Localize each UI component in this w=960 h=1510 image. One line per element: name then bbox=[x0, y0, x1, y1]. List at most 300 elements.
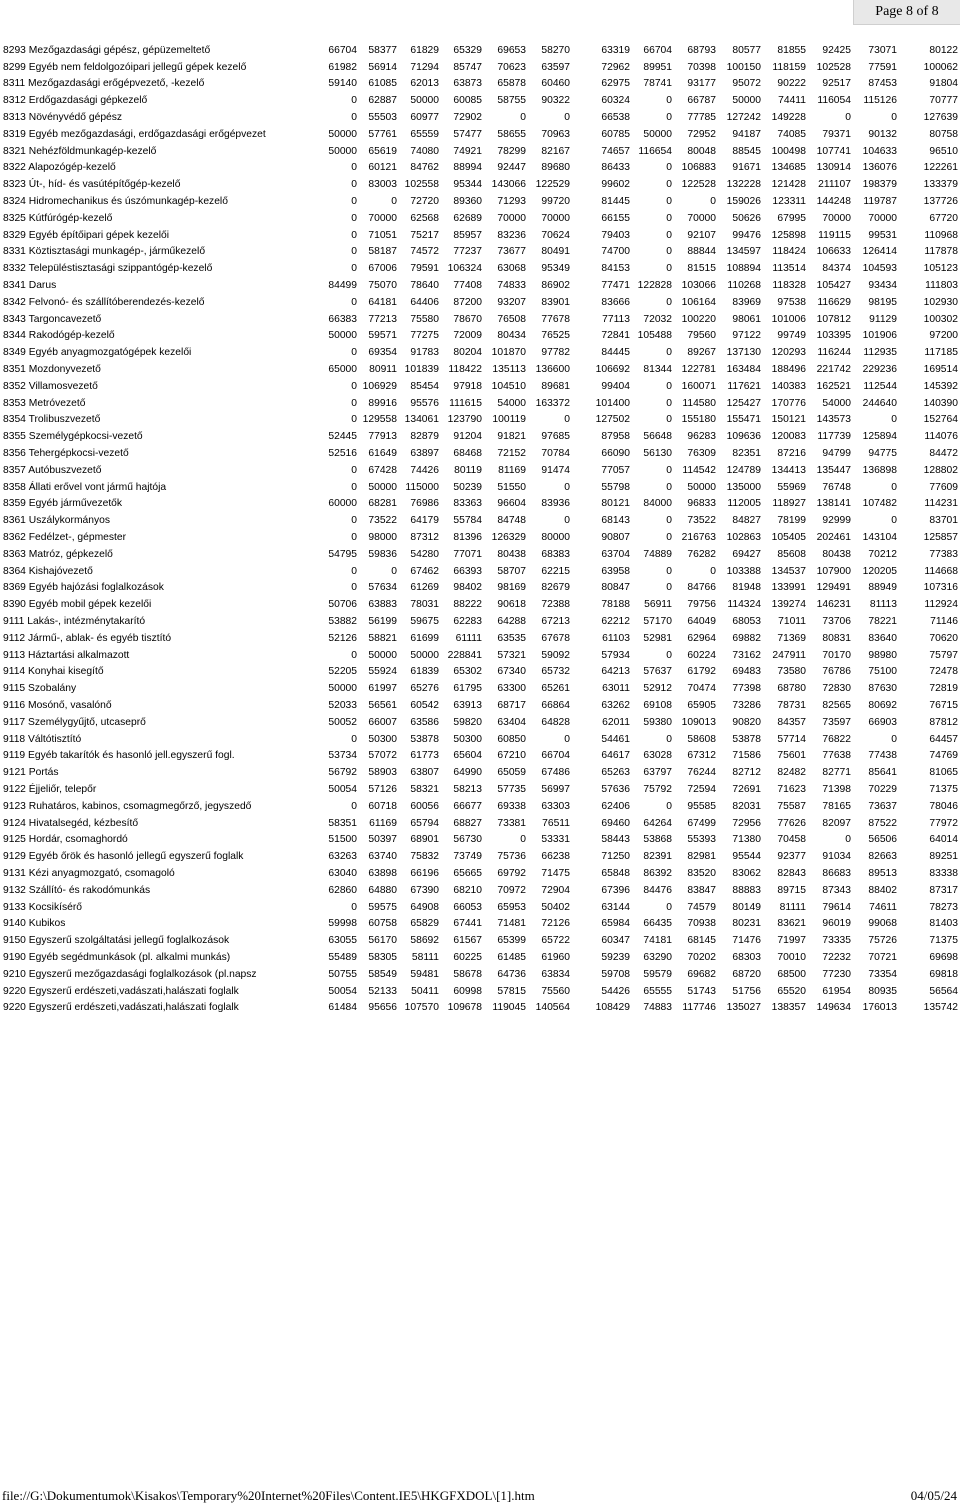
salary-cell: 72691 bbox=[732, 783, 761, 795]
salary-cell: 83003 bbox=[368, 179, 397, 191]
salary-cell: 100119 bbox=[492, 414, 526, 426]
salary-cell: 115000 bbox=[405, 481, 439, 493]
salary-cell: 121428 bbox=[771, 179, 806, 191]
table-row bbox=[0, 176, 958, 193]
salary-cell: 72841 bbox=[601, 330, 630, 342]
salary-cell: 0 bbox=[351, 196, 357, 208]
salary-cell: 56130 bbox=[643, 448, 672, 460]
salary-cell: 70721 bbox=[868, 951, 897, 963]
salary-cell: 140383 bbox=[771, 380, 806, 392]
table-row bbox=[0, 613, 958, 630]
salary-cell: 106692 bbox=[595, 364, 630, 376]
salary-cell: 61567 bbox=[453, 935, 482, 947]
salary-cell: 87200 bbox=[453, 296, 482, 308]
footer-date: 04/05/24 bbox=[910, 1488, 957, 1503]
salary-cell: 124789 bbox=[726, 464, 761, 476]
salary-cell: 52981 bbox=[643, 632, 672, 644]
salary-cell: 64990 bbox=[453, 767, 482, 779]
salary-cell: 62013 bbox=[410, 78, 439, 90]
salary-cell: 65665 bbox=[453, 867, 482, 879]
table-row bbox=[0, 361, 958, 378]
salary-cell: 96019 bbox=[822, 918, 851, 930]
salary-cell: 63068 bbox=[497, 263, 526, 275]
salary-cell: 60998 bbox=[453, 985, 482, 997]
salary-cell: 143573 bbox=[816, 414, 851, 426]
salary-cell: 62011 bbox=[602, 716, 630, 728]
salary-cell: 0 bbox=[564, 481, 570, 493]
table-row bbox=[0, 59, 958, 76]
salary-cell: 73335 bbox=[822, 935, 851, 947]
salary-cell: 58755 bbox=[497, 95, 526, 107]
salary-cell: 54426 bbox=[601, 985, 630, 997]
salary-cell: 70620 bbox=[929, 632, 958, 644]
salary-cell: 52033 bbox=[328, 699, 357, 711]
salary-cell: 58707 bbox=[497, 565, 526, 577]
salary-cell: 54795 bbox=[328, 548, 357, 560]
salary-cell: 75736 bbox=[497, 851, 526, 863]
salary-cell: 50755 bbox=[328, 968, 357, 980]
table-row bbox=[0, 983, 958, 1000]
salary-cell: 92447 bbox=[497, 162, 526, 174]
table-row bbox=[0, 344, 958, 361]
table-row bbox=[0, 647, 958, 664]
salary-cell: 98000 bbox=[368, 532, 397, 543]
salary-cell: 86392 bbox=[643, 867, 672, 879]
salary-cell: 77408 bbox=[453, 280, 482, 292]
salary-cell: 50397 bbox=[368, 834, 397, 846]
salary-cell: 71293 bbox=[497, 196, 526, 208]
salary-cell: 54000 bbox=[822, 397, 851, 409]
salary-cell: 118927 bbox=[772, 498, 806, 510]
salary-cell: 80577 bbox=[732, 44, 761, 56]
salary-cell: 120205 bbox=[862, 565, 897, 577]
salary-cell: 65878 bbox=[497, 78, 526, 90]
salary-cell: 65829 bbox=[410, 918, 439, 930]
occupation-label: 9123 Ruhatáros, kabinos, csomagmegőrző, jegyszedő bbox=[3, 800, 252, 812]
salary-cell: 135447 bbox=[816, 464, 851, 476]
salary-cell: 62860 bbox=[328, 884, 357, 896]
salary-cell: 94775 bbox=[868, 448, 897, 460]
salary-cell: 98195 bbox=[868, 296, 897, 308]
salary-cell: 69460 bbox=[601, 817, 630, 829]
salary-cell: 51500 bbox=[328, 834, 357, 846]
salary-cell: 74579 bbox=[687, 901, 716, 913]
occupation-label: 8353 Metróvezető bbox=[3, 397, 86, 409]
salary-cell: 70000 bbox=[368, 212, 397, 224]
table-row bbox=[0, 126, 958, 143]
salary-cell: 70000 bbox=[822, 212, 851, 224]
salary-cell: 97122 bbox=[732, 330, 761, 342]
table-row bbox=[0, 966, 958, 983]
salary-cell: 112924 bbox=[924, 599, 958, 611]
salary-cell: 72009 bbox=[453, 330, 482, 342]
occupation-label: 8341 Darus bbox=[3, 280, 57, 292]
table-row bbox=[0, 277, 958, 294]
salary-cell: 67441 bbox=[453, 918, 482, 930]
table-row bbox=[0, 697, 958, 714]
salary-cell: 79371 bbox=[822, 128, 851, 140]
salary-cell: 221742 bbox=[816, 364, 851, 376]
salary-cell: 75797 bbox=[929, 649, 958, 661]
salary-cell: 68717 bbox=[497, 699, 526, 711]
salary-cell: 72902 bbox=[453, 112, 482, 124]
salary-cell: 90222 bbox=[777, 78, 806, 90]
salary-cell: 74883 bbox=[643, 1002, 672, 1014]
occupation-label: 8352 Villamosvezető bbox=[3, 380, 98, 392]
salary-cell: 81855 bbox=[777, 44, 806, 56]
salary-cell: 73580 bbox=[777, 666, 806, 678]
salary-cell: 66090 bbox=[601, 448, 630, 460]
salary-cell: 59380 bbox=[643, 716, 672, 728]
table-row bbox=[0, 949, 958, 966]
salary-cell: 0 bbox=[520, 112, 526, 124]
salary-cell: 66238 bbox=[541, 851, 570, 863]
salary-cell: 66007 bbox=[368, 716, 397, 728]
occupation-label: 9119 Egyéb takarítók és hasonló jell.egyszerű fogl. bbox=[3, 750, 235, 762]
table-row bbox=[0, 328, 958, 345]
salary-cell: 68053 bbox=[732, 615, 761, 627]
salary-cell: 63586 bbox=[410, 716, 439, 728]
salary-cell: 66383 bbox=[328, 313, 357, 325]
salary-cell: 119115 bbox=[818, 229, 851, 241]
salary-cell: 0 bbox=[351, 481, 357, 493]
salary-cell: 80119 bbox=[454, 464, 482, 476]
salary-cell: 63897 bbox=[410, 448, 439, 460]
salary-cell: 65302 bbox=[453, 666, 482, 678]
table-body bbox=[0, 42, 958, 1016]
occupation-label: 8323 Út-, híd- és vasútépítőgép-kezelő bbox=[3, 179, 181, 191]
salary-cell: 106633 bbox=[816, 246, 851, 258]
salary-cell: 66155 bbox=[601, 212, 630, 224]
salary-cell: 70938 bbox=[687, 918, 716, 930]
occupation-label: 8359 Egyéb járművezetők bbox=[3, 498, 123, 510]
salary-cell: 61773 bbox=[410, 750, 439, 762]
salary-cell: 112005 bbox=[727, 498, 761, 510]
salary-cell: 50000 bbox=[687, 481, 716, 493]
salary-cell: 60056 bbox=[410, 800, 439, 812]
salary-cell: 79614 bbox=[822, 901, 851, 913]
salary-cell: 58903 bbox=[368, 767, 397, 779]
salary-cell: 87343 bbox=[822, 884, 851, 896]
salary-cell: 0 bbox=[845, 834, 851, 846]
salary-cell: 55503 bbox=[368, 112, 397, 124]
salary-cell: 72388 bbox=[541, 599, 570, 611]
salary-cell: 50402 bbox=[541, 901, 570, 913]
salary-cell: 97918 bbox=[453, 380, 482, 392]
salary-cell: 101870 bbox=[491, 347, 526, 359]
salary-cell: 58692 bbox=[410, 935, 439, 947]
salary-cell: 72594 bbox=[687, 783, 716, 795]
occupation-label: 8322 Alapozógép-kezelő bbox=[3, 162, 116, 174]
salary-cell: 0 bbox=[666, 380, 672, 392]
salary-cell: 72956 bbox=[732, 817, 761, 829]
salary-cell: 86433 bbox=[601, 162, 630, 174]
table-row bbox=[0, 193, 958, 210]
occupation-label: 8356 Tehergépkocsi-vezető bbox=[3, 448, 129, 460]
table-row bbox=[0, 529, 958, 546]
salary-cell: 60785 bbox=[601, 128, 630, 140]
occupation-label: 8357 Autóbuszvezető bbox=[3, 464, 102, 476]
salary-cell: 57321 bbox=[497, 649, 526, 661]
salary-cell: 80438 bbox=[497, 548, 526, 560]
salary-cell: 50000 bbox=[328, 330, 357, 342]
salary-cell: 80911 bbox=[369, 364, 397, 376]
salary-cell: 70777 bbox=[929, 95, 958, 107]
salary-cell: 82351 bbox=[732, 448, 761, 460]
occupation-label: 9124 Hivatalsegéd, kézbesítő bbox=[3, 817, 139, 829]
salary-cell: 88844 bbox=[687, 246, 716, 258]
salary-cell: 99602 bbox=[601, 179, 630, 191]
salary-cell: 88994 bbox=[453, 162, 482, 174]
salary-cell: 75587 bbox=[777, 800, 806, 812]
occupation-label: 8342 Felvonó- és szállítóberendezés-kezelő bbox=[3, 296, 205, 308]
salary-cell: 51756 bbox=[732, 985, 761, 997]
salary-cell: 140564 bbox=[535, 1002, 570, 1014]
salary-cell: 0 bbox=[666, 263, 672, 275]
salary-cell: 89680 bbox=[541, 162, 570, 174]
salary-cell: 59998 bbox=[328, 918, 357, 930]
salary-cell: 0 bbox=[891, 414, 897, 426]
salary-cell: 67720 bbox=[929, 212, 958, 224]
salary-cell: 107316 bbox=[923, 582, 958, 594]
salary-cell: 69653 bbox=[497, 44, 526, 56]
salary-cell: 87216 bbox=[777, 448, 806, 460]
salary-cell: 66704 bbox=[541, 750, 570, 762]
salary-cell: 135027 bbox=[726, 1002, 761, 1014]
table-row bbox=[0, 580, 958, 597]
occupation-label: 8363 Matróz, gépkezelő bbox=[3, 548, 113, 560]
salary-cell: 60460 bbox=[541, 78, 570, 90]
salary-cell: 80935 bbox=[868, 985, 897, 997]
salary-cell: 84762 bbox=[410, 162, 439, 174]
salary-cell: 81948 bbox=[732, 582, 761, 594]
salary-cell: 0 bbox=[666, 212, 672, 224]
table-row bbox=[0, 747, 958, 764]
table-row bbox=[0, 244, 958, 261]
salary-cell: 114542 bbox=[682, 464, 716, 476]
salary-cell: 89916 bbox=[368, 397, 397, 409]
salary-cell: 84374 bbox=[822, 263, 851, 275]
salary-cell: 91034 bbox=[822, 851, 851, 863]
occupation-label: 9131 Kézi anyagmozgató, csomagoló bbox=[3, 867, 175, 879]
salary-cell: 58270 bbox=[541, 44, 570, 56]
salary-cell: 66393 bbox=[453, 565, 482, 577]
salary-cell: 0 bbox=[351, 565, 357, 577]
salary-cell: 72126 bbox=[541, 918, 570, 930]
salary-cell: 92425 bbox=[822, 44, 851, 56]
salary-cell: 93434 bbox=[868, 280, 897, 292]
salary-cell: 61485 bbox=[497, 951, 526, 963]
salary-cell: 82167 bbox=[541, 145, 570, 157]
salary-cell: 108429 bbox=[595, 1002, 630, 1014]
salary-cell: 123311 bbox=[772, 196, 806, 208]
salary-cell: 71481 bbox=[497, 918, 526, 930]
salary-cell: 100498 bbox=[771, 145, 806, 157]
salary-cell: 88402 bbox=[868, 884, 897, 896]
salary-cell: 88222 bbox=[453, 599, 482, 611]
salary-cell: 62406 bbox=[601, 800, 630, 812]
salary-cell: 114231 bbox=[924, 498, 958, 510]
salary-cell: 69483 bbox=[732, 666, 761, 678]
salary-cell: 70624 bbox=[541, 229, 570, 241]
salary-cell: 65399 bbox=[497, 935, 526, 947]
table-row bbox=[0, 143, 958, 160]
salary-cell: 74769 bbox=[929, 750, 958, 762]
salary-cell: 85454 bbox=[410, 380, 439, 392]
salary-cell: 137726 bbox=[923, 196, 958, 208]
salary-cell: 129558 bbox=[362, 414, 397, 426]
salary-cell: 66704 bbox=[643, 44, 672, 56]
salary-cell: 202461 bbox=[816, 532, 851, 543]
salary-cell: 59571 bbox=[368, 330, 397, 342]
salary-cell: 61169 bbox=[369, 817, 397, 829]
salary-cell: 76525 bbox=[541, 330, 570, 342]
salary-cell: 64828 bbox=[541, 716, 570, 728]
salary-cell: 68827 bbox=[453, 817, 482, 829]
table-row bbox=[0, 731, 958, 748]
occupation-label: 9220 Egyszerű erdészeti,vadászati,halászati foglalk bbox=[3, 985, 239, 997]
salary-cell: 73637 bbox=[868, 800, 897, 812]
salary-cell: 62568 bbox=[410, 212, 439, 224]
salary-cell: 78731 bbox=[777, 699, 806, 711]
salary-cell: 100150 bbox=[726, 61, 761, 73]
salary-cell: 82879 bbox=[410, 431, 439, 443]
salary-cell: 198379 bbox=[862, 179, 897, 191]
salary-cell: 85608 bbox=[777, 548, 806, 560]
table-row bbox=[0, 311, 958, 328]
salary-cell: 64213 bbox=[601, 666, 630, 678]
occupation-label: 9114 Konyhai kisegítő bbox=[3, 666, 104, 678]
table-row bbox=[0, 764, 958, 781]
salary-cell: 77471 bbox=[601, 280, 630, 292]
salary-cell: 96510 bbox=[929, 145, 958, 157]
salary-cell: 0 bbox=[391, 565, 397, 577]
salary-cell: 53868 bbox=[643, 834, 672, 846]
salary-cell: 68383 bbox=[541, 548, 570, 560]
salary-cell: 82482 bbox=[777, 767, 806, 779]
salary-cell: 0 bbox=[351, 733, 357, 745]
salary-cell: 74411 bbox=[778, 95, 806, 107]
salary-cell: 81515 bbox=[687, 263, 716, 275]
table-row bbox=[0, 932, 958, 949]
salary-cell: 67396 bbox=[601, 884, 630, 896]
salary-cell: 64288 bbox=[497, 615, 526, 627]
table-row bbox=[0, 546, 958, 563]
salary-cell: 0 bbox=[891, 515, 897, 527]
salary-cell: 84357 bbox=[777, 716, 806, 728]
occupation-label: 8390 Egyéb mobil gépek kezelői bbox=[3, 599, 152, 611]
salary-cell: 0 bbox=[666, 414, 672, 426]
occupation-label: 8311 Mezőgazdasági erőgépvezető, -kezelő bbox=[3, 78, 205, 90]
salary-cell: 76282 bbox=[687, 548, 716, 560]
salary-cell: 68281 bbox=[368, 498, 397, 510]
salary-cell: 73749 bbox=[453, 851, 482, 863]
salary-cell: 78165 bbox=[822, 800, 851, 812]
salary-cell: 58655 bbox=[497, 128, 526, 140]
table-row bbox=[0, 563, 958, 580]
salary-cell: 65520 bbox=[777, 985, 806, 997]
salary-cell: 67678 bbox=[541, 632, 570, 644]
salary-cell: 64049 bbox=[687, 615, 716, 627]
salary-cell: 116629 bbox=[817, 296, 851, 308]
salary-cell: 90132 bbox=[868, 128, 897, 140]
occupation-label: 9220 Egyszerű erdészeti,vadászati,halászati foglalk bbox=[3, 1002, 239, 1014]
table-row bbox=[0, 915, 958, 932]
salary-cell: 140390 bbox=[923, 397, 958, 409]
salary-cell: 120083 bbox=[771, 431, 806, 443]
occupation-label: 9118 Váltótisztító bbox=[3, 733, 82, 745]
salary-cell: 71369 bbox=[777, 632, 806, 644]
salary-cell: 211107 bbox=[818, 179, 851, 191]
salary-cell: 63303 bbox=[541, 800, 570, 812]
occupation-label: 8354 Trolibuszvezető bbox=[3, 414, 101, 426]
salary-cell: 0 bbox=[710, 565, 716, 577]
salary-cell: 63011 bbox=[602, 683, 630, 695]
occupation-label: 8349 Egyéb anyagmozgatógépek kezelői bbox=[3, 347, 192, 359]
salary-cell: 92517 bbox=[822, 78, 851, 90]
salary-cell: 58321 bbox=[410, 783, 439, 795]
salary-cell: 59575 bbox=[368, 901, 397, 913]
salary-cell: 58213 bbox=[453, 783, 482, 795]
salary-cell: 65732 bbox=[541, 666, 570, 678]
salary-cell: 104593 bbox=[862, 263, 897, 275]
salary-cell: 74085 bbox=[777, 128, 806, 140]
salary-cell: 53331 bbox=[541, 834, 570, 846]
salary-cell: 134413 bbox=[771, 464, 806, 476]
salary-cell: 81169 bbox=[498, 464, 526, 476]
salary-cell: 126329 bbox=[491, 532, 526, 543]
salary-cell: 84827 bbox=[732, 515, 761, 527]
salary-cell: 90322 bbox=[541, 95, 570, 107]
salary-cell: 0 bbox=[391, 196, 397, 208]
salary-cell: 135000 bbox=[726, 481, 761, 493]
salary-cell: 176013 bbox=[862, 1002, 897, 1014]
salary-cell: 76986 bbox=[410, 498, 439, 510]
salary-cell: 61839 bbox=[410, 666, 439, 678]
salary-cell: 0 bbox=[666, 162, 672, 174]
salary-cell: 63535 bbox=[497, 632, 526, 644]
salary-cell: 122528 bbox=[681, 179, 716, 191]
salary-cell: 50000 bbox=[368, 481, 397, 493]
salary-cell: 61269 bbox=[410, 582, 439, 594]
salary-cell: 63834 bbox=[541, 968, 570, 980]
salary-cell: 56561 bbox=[368, 699, 397, 711]
salary-cell: 70474 bbox=[687, 683, 716, 695]
salary-cell: 114324 bbox=[727, 599, 761, 611]
salary-cell: 0 bbox=[891, 733, 897, 745]
salary-cell: 78640 bbox=[410, 280, 439, 292]
salary-cell: 50054 bbox=[328, 783, 357, 795]
salary-cell: 66538 bbox=[601, 112, 630, 124]
salary-cell: 160071 bbox=[681, 380, 716, 392]
salary-cell: 61997 bbox=[368, 683, 397, 695]
salary-cell: 118159 bbox=[772, 61, 806, 73]
salary-table bbox=[0, 42, 958, 1016]
salary-cell: 77438 bbox=[868, 750, 897, 762]
salary-cell: 128802 bbox=[923, 464, 958, 476]
salary-cell: 107482 bbox=[862, 498, 897, 510]
salary-cell: 144248 bbox=[816, 196, 851, 208]
salary-cell: 71294 bbox=[410, 61, 439, 73]
salary-cell: 0 bbox=[666, 397, 672, 409]
salary-cell: 0 bbox=[710, 196, 716, 208]
salary-cell: 74833 bbox=[497, 280, 526, 292]
salary-cell: 0 bbox=[351, 212, 357, 224]
salary-cell: 133991 bbox=[771, 582, 806, 594]
table-row bbox=[0, 798, 958, 815]
salary-cell: 77071 bbox=[453, 548, 482, 560]
salary-cell: 68500 bbox=[777, 968, 806, 980]
